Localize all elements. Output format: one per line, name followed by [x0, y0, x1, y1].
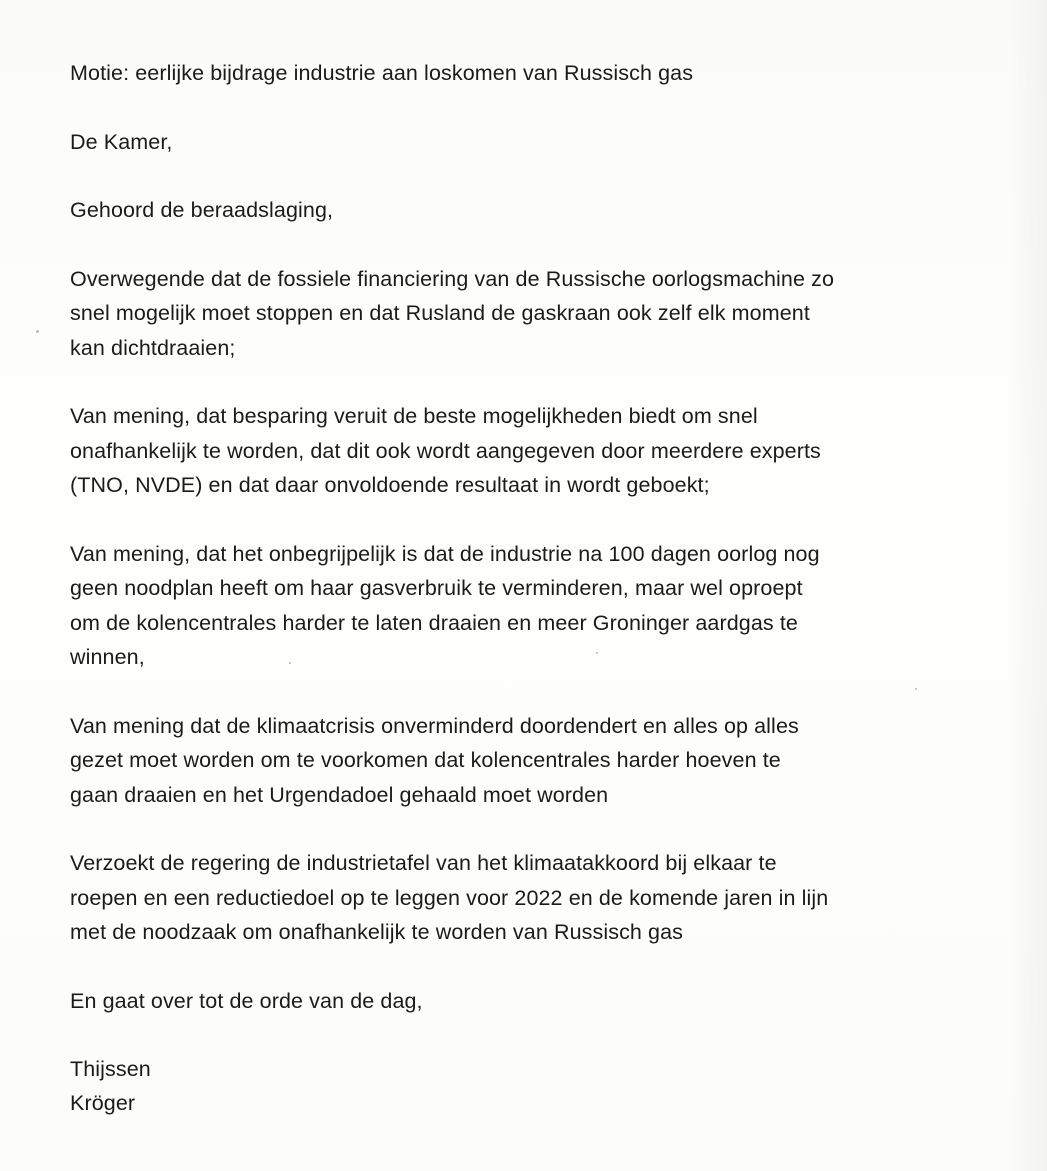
- opinion-paragraph: Van mening dat de klimaatcrisis onverminderd doordendert en alles op alles gezet moet worden om te voorkomen dat kolencentrales harder hoeven te gaan draaien en het Urgendadoel gehaald moet worden: [70, 713, 799, 807]
- scan-shadow-edge: [1007, 0, 1047, 1171]
- motion-document: [70, 56, 970, 1120]
- signatory-name: Kröger: [70, 1091, 136, 1115]
- signatory-name: Thijssen: [70, 1057, 151, 1081]
- motion-title: Motie: eerlijke bijdrage industrie aan loskomen van Russisch gas: [70, 61, 694, 85]
- consideration-paragraph: Overwegende dat de fossiele financiering van de Russische oorlogsmachine zo snel mogelijk moet stoppen en dat Rusland de gaskraan ook zelf elk moment kan dichtdraaien;: [70, 266, 835, 360]
- scan-speck: [36, 330, 39, 333]
- opinion-paragraph: Van mening, dat besparing veruit de beste mogelijkheden biedt om snel onafhankelijk te worden, dat dit ook wordt aangegeven door meerdere experts (TNO, NVDE) en dat daar onvoldoende resultaat in wordt geboekt;: [70, 404, 821, 497]
- request-paragraph: Verzoekt de regering de industrietafel van het klimaatakkoord bij elkaar te roepen en een reductiedoel op te leggen voor 2022 en de komende jaren in lijn met de noodzaak om onafhankelijk te worden van Russisch gas: [70, 851, 829, 944]
- address-line: De Kamer,: [70, 129, 173, 154]
- opinion-paragraph: Van mening, dat het onbegrijpelijk is dat de industrie na 100 dagen oorlog nog geen noodplan heeft om haar gasverbruik te verminderen, maar wel oproept om de kolencentrales harder te laten draaien en meer Groninger aardgas te winnen,: [70, 541, 820, 669]
- signatories: [70, 1052, 970, 1120]
- closing-line: En gaat over tot de orde van de dag,: [70, 988, 423, 1013]
- heard-line: Gehoord de beraadslaging,: [70, 198, 334, 222]
